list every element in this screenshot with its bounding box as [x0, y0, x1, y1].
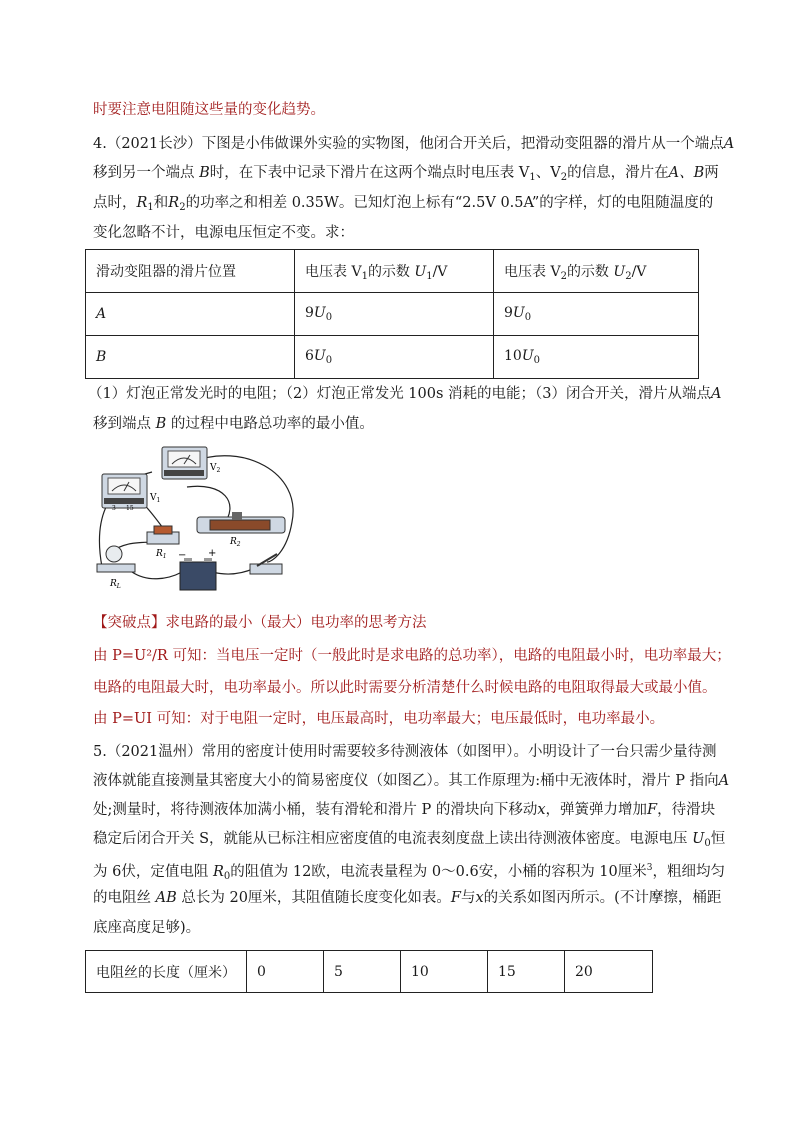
question-4-asks-line-1: （1）灯泡正常发光时的电阻；（2）灯泡正常发光 100s 消耗的电能；（3）闭合开关，滑片从端点A	[88, 386, 722, 402]
table-header-cell: 电压表 $V_1$的示数 $U_1/V$	[295, 250, 494, 293]
table-cell: $6U_0$	[295, 336, 494, 379]
voltage-table	[85, 249, 699, 379]
table-header-cell: 滑动变阻器的滑片位置	[86, 250, 295, 293]
question-4-asks-line-2: 移到端点 B 的过程中电路总功率的最小值。	[93, 416, 374, 432]
table-cell: 10	[401, 951, 488, 993]
resistance-length-table	[85, 950, 653, 993]
table-header-row	[86, 250, 699, 293]
rheostat-r2-icon	[197, 512, 285, 533]
question-5-line-2: 液体就能直接测量其密度大小的简易密度仪（如图乙）。其工作原理为:桶中无液体时，滑片 P 指向A	[93, 773, 730, 789]
question-5-line-1: 5.（2021温州）常用的密度计使用时需要较多待测液体（如图甲）。小明设计了一台只需少量待测	[93, 744, 717, 760]
minus-label: −	[178, 550, 187, 561]
table-header-cell: 电阻丝的长度（厘米）	[86, 951, 247, 993]
battery-icon	[180, 558, 216, 590]
table-row	[86, 293, 699, 336]
circuit-diagram	[92, 442, 304, 592]
rl-label: $R_L$	[110, 579, 121, 590]
v1-label: $V_1$	[150, 493, 161, 504]
voltmeter-v2-icon	[162, 447, 207, 479]
question-5-line-7: 底座高度足够)。	[93, 920, 201, 936]
table-cell: A	[86, 293, 295, 336]
voltmeter-v1-icon	[102, 474, 147, 508]
table-cell: 5	[324, 951, 401, 993]
table-cell: $10U_0$	[494, 336, 699, 379]
tip-line-3: 由 P=UI 可知：对于电阻一定时，电压最高时，电功率最大；电压最低时，电功率最小。	[93, 711, 665, 727]
table-cell: $9U_0$	[295, 293, 494, 336]
table-cell: $9U_0$	[494, 293, 699, 336]
question-5-line-3: 处;测量时，将待测液体加满小桶，装有滑轮和滑片 P 的滑块向下移动x，弹簧弹力增加F，待滑块	[93, 802, 716, 818]
v1-scale-3: 3	[112, 505, 116, 512]
question-4-line-1: 4.（2021长沙）下图是小伟做课外实验的实物图，他闭合开关后，把滑动变阻器的滑片从一个端点A	[93, 136, 735, 152]
r2-label: $R_2$	[230, 537, 241, 548]
question-5-line-5: 为 6伏，定值电阻 $R_0$的阻值为 12欧，电流表量程为 0～0.6安，小桶的容积为 10厘米$^3$，粗细均匀	[93, 863, 725, 882]
question-5-line-6: 的电阻丝 AB 总长为 20厘米，其阻值随长度变化如表。F与x的关系如图丙所示。(不计摩擦，桶距	[93, 890, 722, 906]
table-row	[86, 951, 653, 993]
v2-label: $V_2$	[210, 463, 221, 474]
table-row	[86, 336, 699, 379]
v1-scale-15: 15	[126, 505, 134, 512]
table-cell: 0	[247, 951, 324, 993]
tip-title: 【突破点】求电路的最小（最大）电功率的思考方法	[93, 615, 427, 631]
r1-label: $R_1$	[156, 549, 167, 560]
resistor-r1-icon	[147, 526, 179, 544]
plus-label: +	[208, 548, 217, 559]
question-4-line-3: 点时，$R_1$和$R_2$的功率之和相差 0.35W。已知灯泡上标有“2.5V 0.5A”的字样，灯的电阻随温度的	[93, 195, 714, 213]
table-cell: 15	[488, 951, 565, 993]
question-4-line-2: 移到另一个端点 B时，在下表中记录下滑片在这两个端点时电压表 $V_1$、$V_2$的信息，滑片在A、B两	[93, 165, 719, 183]
question-4-line-4: 变化忽略不计，电源电压恒定不变。求：	[93, 225, 354, 241]
table-cell: 20	[565, 951, 653, 993]
tip-line-1: 由 P=U²/R 可知：当电压一定时（一般此时是求电路的总功率），电路的电阻最小时，电功率最大；	[93, 648, 731, 664]
intro-line: 时要注意电阻随这些量的变化趋势。	[93, 102, 325, 118]
switch-icon	[250, 554, 282, 574]
bulb-icon	[97, 546, 135, 572]
question-5-line-4: 稳定后闭合开关 S，就能从已标注相应密度值的电流表刻度盘上读出待测液体密度。电源电压 $U_0$恒	[93, 831, 726, 849]
table-cell: B	[86, 336, 295, 379]
tip-line-2: 电路的电阻最大时，电功率最小。所以此时需要分析清楚什么时候电路的电阻取得最大或最小值。	[93, 680, 717, 696]
table-header-cell: 电压表 $V_2$的示数 $U_2/V$	[494, 250, 699, 293]
